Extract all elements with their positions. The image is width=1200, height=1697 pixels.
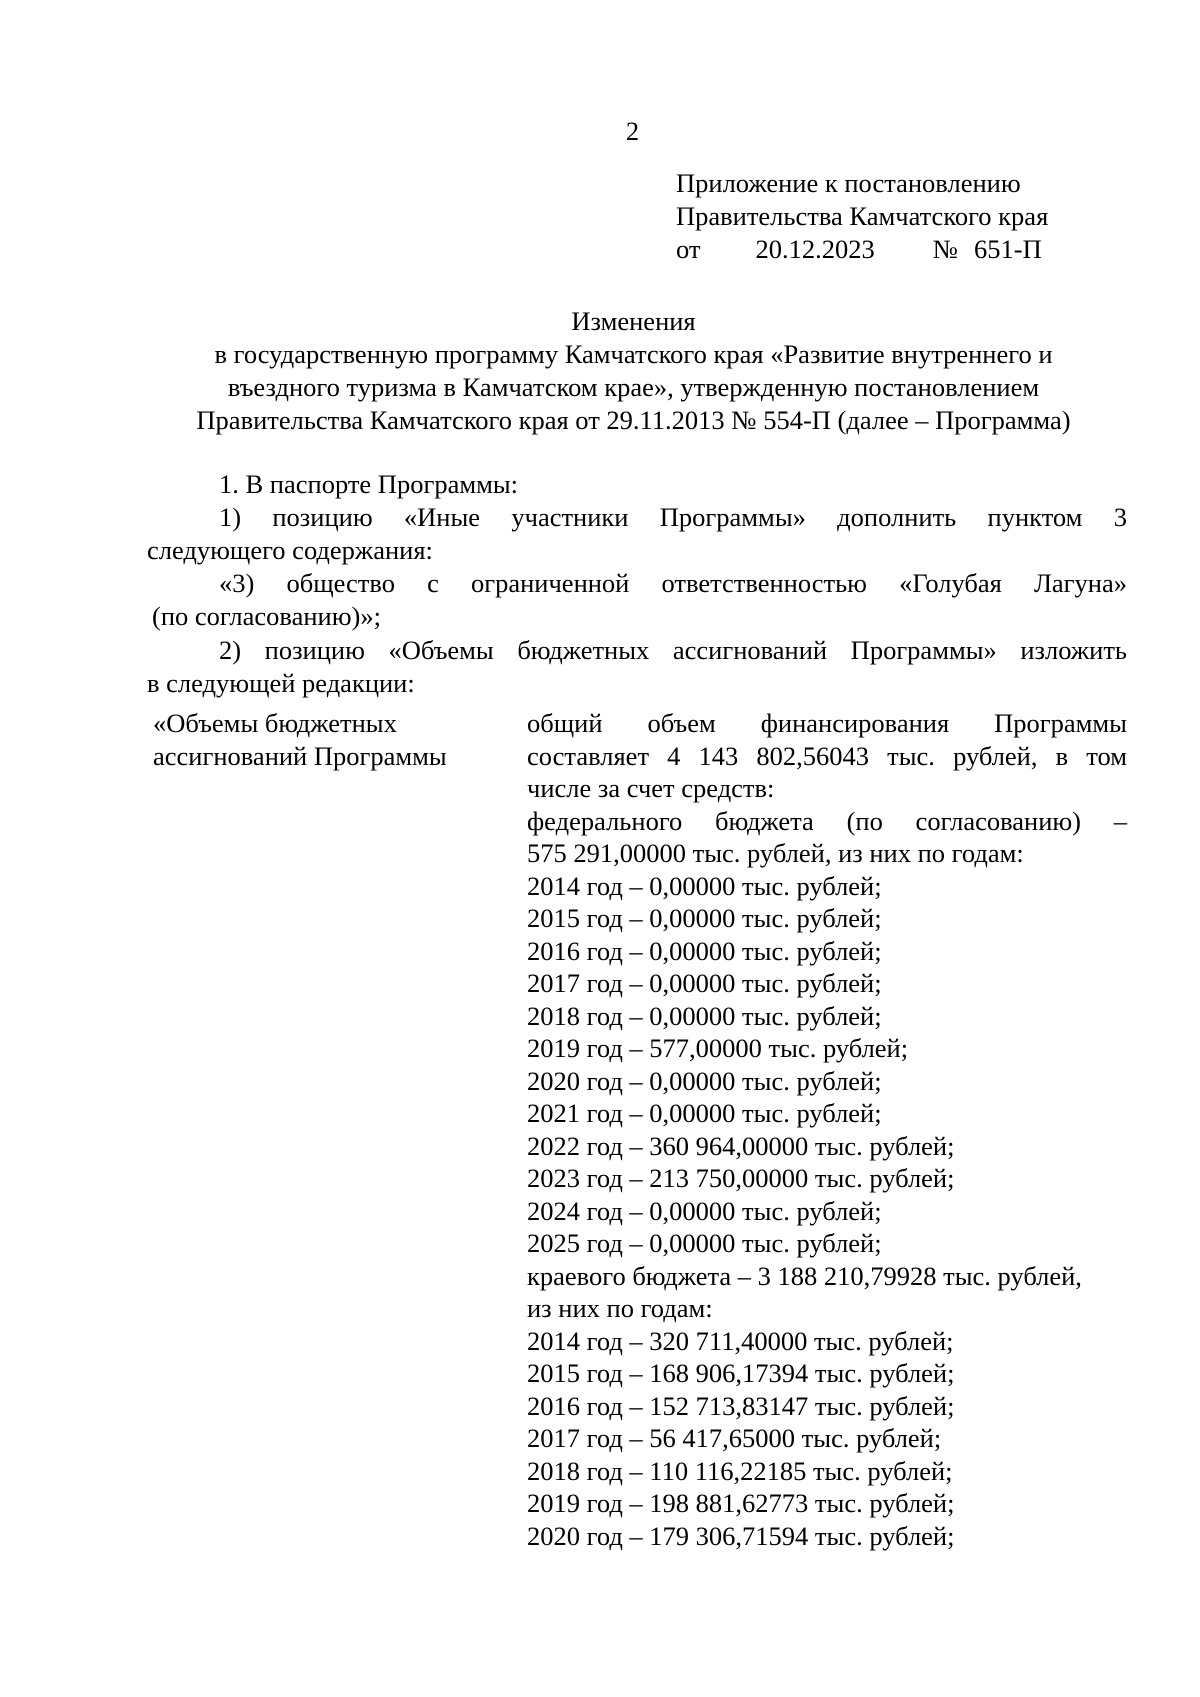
paragraph-2-line-2: следующего содержания: bbox=[147, 535, 433, 565]
table-right-line: 2016 год – 152 713,83147 тыс. рублей; bbox=[527, 1390, 955, 1421]
appendix-from-label: от bbox=[676, 234, 701, 264]
table-right-line: 575 291,00000 тыс. рублей, из них по годам: bbox=[527, 838, 1024, 868]
table-right-line: 2023 год – 213 750,00000 тыс. рублей; bbox=[527, 1163, 955, 1193]
title-line-2: въездного туризма в Камчатском крае», утвержденную постановлением bbox=[227, 372, 1040, 402]
table-right-line: 2018 год – 110 116,22185 тыс. рублей; bbox=[527, 1455, 953, 1486]
title-heading: Изменения bbox=[571, 306, 696, 336]
table-right-line: общий объем финансирования Программы bbox=[527, 708, 1127, 738]
table-right-line: федерального бюджета (по согласованию) – bbox=[527, 805, 1127, 836]
table-right-line: 2024 год – 0,00000 тыс. рублей; bbox=[527, 1195, 882, 1226]
appendix-date-row bbox=[676, 233, 1048, 266]
paragraph-3-line-2: (по согласованию)»; bbox=[152, 601, 381, 631]
paragraph-3-line-1: «3) общество с ограниченной ответственностью «Голубая Лагуна» bbox=[219, 568, 1127, 598]
table-right-line: 2022 год – 360 964,00000 тыс. рублей; bbox=[527, 1130, 955, 1161]
table-right-line: 2015 год – 168 906,17394 тыс. рублей; bbox=[527, 1358, 955, 1388]
table-right-line: 2019 год – 577,00000 тыс. рублей; bbox=[527, 1033, 909, 1063]
table-right-cell bbox=[527, 707, 1127, 1552]
document-title bbox=[140, 305, 1127, 437]
table-right-line: составляет 4 143 802,56043 тыс. рублей, в том bbox=[527, 740, 1127, 771]
table-right-line: числе за счет средств: bbox=[527, 773, 775, 803]
table-right-line: 2020 год – 179 306,71594 тыс. рублей; bbox=[527, 1520, 955, 1551]
table-right-line: 2018 год – 0,00000 тыс. рублей; bbox=[527, 1000, 882, 1031]
paragraph-1: 1. В паспорте Программы: bbox=[219, 469, 519, 499]
table-left-line-1: «Объемы бюджетных bbox=[153, 708, 397, 738]
table-right-line: 2017 год – 56 417,65000 тыс. рублей; bbox=[527, 1423, 942, 1453]
table-right-line: 2015 год – 0,00000 тыс. рублей; bbox=[527, 903, 882, 933]
appendix-line-1: Приложение к постановлению bbox=[676, 168, 1021, 198]
table-right-line: 2021 год – 0,00000 тыс. рублей; bbox=[527, 1098, 882, 1128]
appendix-line-2: Правительства Камчатского края bbox=[676, 201, 1049, 231]
appendix-number: 651-П bbox=[974, 234, 1042, 264]
paragraph-4-line-2: в следующей редакции: bbox=[147, 668, 415, 698]
title-line-1: в государственную программу Камчатского края «Развитие внутреннего и bbox=[214, 339, 1053, 369]
table-right-line: 2020 год – 0,00000 тыс. рублей; bbox=[527, 1065, 882, 1096]
table-right-line: 2014 год – 0,00000 тыс. рублей; bbox=[527, 870, 882, 901]
appendix-block bbox=[676, 167, 1048, 266]
table-right-line: 2016 год – 0,00000 тыс. рублей; bbox=[527, 935, 882, 966]
table-left-line-2: ассигнований Программы bbox=[153, 741, 447, 771]
paragraph-4-line-1: 2) позицию «Объемы бюджетных ассигнований Программы» изложить bbox=[219, 635, 1127, 665]
table-right-line: из них по годам: bbox=[527, 1293, 713, 1323]
appendix-number-sign: № bbox=[932, 234, 959, 264]
appendix-date: 20.12.2023 bbox=[755, 234, 875, 264]
table-right-line: 2014 год – 320 711,40000 тыс. рублей; bbox=[527, 1325, 954, 1356]
page-number: 2 bbox=[625, 116, 640, 146]
table-right-line: 2025 год – 0,00000 тыс. рублей; bbox=[527, 1228, 882, 1258]
table-left-cell bbox=[153, 707, 447, 773]
table-right-line: краевого бюджета – 3 188 210,79928 тыс. рублей, bbox=[527, 1260, 1082, 1291]
paragraph-2-line-1: 1) позицию «Иные участники Программы» дополнить пунктом 3 bbox=[219, 502, 1127, 532]
table-right-line: 2017 год – 0,00000 тыс. рублей; bbox=[527, 968, 882, 998]
table-right-line: 2019 год – 198 881,62773 тыс. рублей; bbox=[527, 1488, 955, 1518]
title-line-3: Правительства Камчатского края от 29.11.2013 № 554-П (далее – Программа) bbox=[196, 405, 1071, 435]
